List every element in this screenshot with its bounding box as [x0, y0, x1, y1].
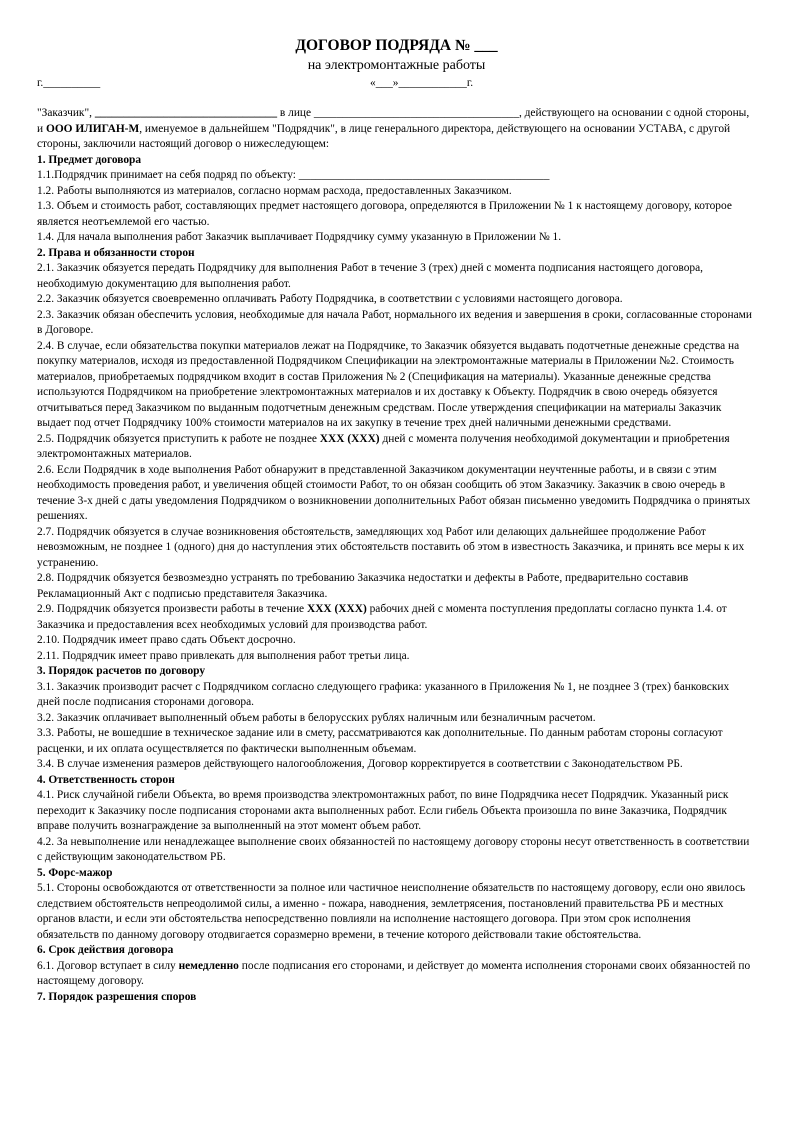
preamble	[37, 106, 753, 153]
clause-2-7: 2.7. Подрядчик обязуется в случае возникновения обстоятельств, замедляющих ход Работ или делающих дальнейшее продолжение Работ невозможным, не позднее 1 (одного) дня до наступления этих обстоятельств поставить об этом в известность Заказчика, и принять все меры к их устранению.	[37, 525, 745, 569]
section-heading-7: 7. Порядок разрешения споров	[37, 990, 197, 1003]
clause-2-5-days: XXX (XXX)	[319, 432, 380, 445]
section-heading-1: 1. Предмет договора	[37, 153, 142, 166]
clause-3-3: 3.3. Работы, не вошедшие в техническое задание или в смету, рассматриваются как дополнительные. По данным работам стороны согласуют расценки, и их оплата осуществляется по фактически выполненным объемам.	[37, 727, 723, 755]
clause-2-9-text-b: рабочих дней с момента поступления предоплаты согласно пункта 1.4. от Заказчика и предоставления всех необходимых условий для производства работ.	[37, 603, 727, 631]
date-field: «___»____________г.	[370, 77, 474, 89]
clause-2-5-text-b: дней с момента получения необходимой документации и приобретения электромонтажных материалов.	[37, 432, 730, 460]
clause-2-8: 2.8. Подрядчик обязуется безвозмездно устранять по требованию Заказчика недостатки и дефекты в Работе, предварительно составив Рекламационный Акт с подписью представителя Заказчика.	[37, 572, 689, 600]
clause-5-1: 5.1. Стороны освобождаются от ответственности за полное или частичное неисполнение обязательств по настоящему договору, если оно явилось следствием обстоятельств непреодолимой силы, а именно - пожара, наводнения, землетрясения, постановлений правительства РБ и местных органов власти, и если эти обстоятельства непосредственно повлияли на исполнение настоящего договора. При этом срок исполнения обязательств по данному договору отодвигается соразмерно времени, в течение которого действовали такие обстоятельства.	[37, 882, 746, 941]
clause-6-1-immediately: немедленно	[178, 959, 239, 972]
clause-6-1-text-a: 6.1. Договор вступает в силу	[37, 959, 179, 972]
clause-3-2: 3.2. Заказчик оплачивает выполненный объем работы в белорусских рублях наличным или безналичным расчетом.	[37, 711, 596, 724]
clause-2-3: 2.3. Заказчик обязан обеспечить условия, необходимые для начала Работ, нормального их ведения и завершения в сроки, согласованные сторонами в Договоре.	[37, 308, 752, 336]
clause-2-10: 2.10. Подрядчик имеет право сдать Объект досрочно.	[37, 634, 296, 646]
section-heading-4: 4. Ответственность сторон	[37, 773, 175, 786]
clause-3-1: 3.1. Заказчик производит расчет с Подрядчиком согласно следующего графика: указанного в Приложения № 1, не позднее 3 (трех) банковских дней после подписания сторонами договора.	[37, 680, 730, 708]
clause-2-9-days: XXX (XXX)	[306, 603, 367, 615]
preamble-part-3: , именуемое в дальнейшем "Подрядчик", в лице генерального директора, действующего на основании УСТАВА, с другой стороны, заключили настоящий договор о нижеследующем:	[37, 122, 731, 150]
clause-2-5-text-a: 2.5. Подрядчик обязуется приступить к работе не позднее	[37, 432, 320, 445]
city-field: г.__________	[37, 77, 101, 89]
document-subtitle: на электромонтажные работы	[307, 58, 486, 73]
clause-2-5	[37, 432, 753, 463]
clause-2-9	[37, 602, 753, 633]
clause-2-4: 2.4. В случае, если обязательства покупки материалов лежат на Подрядчике, то Заказчик обязуется выдавать подотчетные денежные средства на покупку материалов, исходя из предоставленной Подрядчиком Спецификации на электромонтажные материалы в Приложении №2. Стоимость материалов, приобретаемых подрядчиком входит в состав Приложения № 2 (Спецификация на материалы). Указанные денежные средства используются Подрядчиком на приобретение электромонтажных материалов и их доставку к Объекту. Подрядчик в свою очередь обязуется отчитываться перед Заказчиком по выданным подотчетным денежным средствам. После утверждения спецификации на материалы Заказчик выдает под отчет Подрядчику 100% стоимости материалов на их закупку в течение трех дней наличными денежными средствами.	[37, 339, 740, 429]
clause-2-11: 2.11. Подрядчик имеет право привлекать для выполнения работ третьи лица.	[37, 649, 410, 662]
customer-name-blank: ________________________________	[94, 107, 278, 119]
clause-1-1: 1.1.Подрядчик принимает на себя подряд по объекту: ____________________________________________	[37, 169, 550, 181]
clause-4-1: 4.1. Риск случайной гибели Объекта, во время производства электромонтажных работ, по вине Подрядчика несет Подрядчик. Указанный риск переходит к Заказчику после подписания сторонами акта выполненных работ. Если гибель Объекта произошла по вине Заказчика, Подрядчик вправе получить вознаграждение за выполненный на этот момент объем работ.	[37, 789, 729, 832]
clause-2-9-text-a: 2.9. Подрядчик обязуется произвести работы в течение	[37, 603, 307, 615]
clause-1-2: 1.2. Работы выполняются из материалов, согласно нормам расхода, предоставленных Заказчиком.	[37, 184, 512, 197]
clause-6-1-text-b: после подписания его сторонами, и действует до момента исполнения сторонами своих обязанностей по настоящему договору.	[37, 959, 751, 987]
document-title: ДОГОВОР ПОДРЯДА № ___	[295, 37, 498, 54]
preamble-part-1: "Заказчик",	[37, 107, 95, 119]
section-heading-2: 2. Права и обязанности сторон	[37, 246, 195, 259]
clause-1-3: 1.3. Объем и стоимость работ, составляющих предмет настоящего договора, определяются в Приложении № 1 к настоящему договору, которое является неотъемлемой его частью.	[37, 200, 732, 228]
clause-2-6: 2.6. Если Подрядчик в ходе выполнения Работ обнаружит в представленной Заказчиком документации неучтенные работы, и в связи с этим необходимость проведения работ, и увеличения общей стоимости Работ, то он обязан сообщить об этом Заказчику. Заказчик в свою очередь в течение 3-х дней с даты уведомления Подрядчиком о возникновении дополнительных Работ обязан письменно уведомить Подрядчика о принятых решениях.	[37, 463, 751, 522]
clause-1-4: 1.4. Для начала выполнения работ Заказчик выплачивает Подрядчику сумму указанную в Приложении № 1.	[37, 231, 562, 243]
section-heading-5: 5. Форс-мажор	[37, 866, 113, 879]
clause-6-1	[37, 959, 753, 990]
clause-3-4: 3.4. В случае изменения размеров действующего налогообложения, Договор корректируется в соответствии с Законодательством РБ.	[37, 758, 683, 770]
clause-2-2: 2.2. Заказчик обязуется своевременно оплачивать Работу Подрядчика, в соответствии с условиями настоящего договора.	[37, 293, 623, 305]
section-heading-6: 6. Срок действия договора	[37, 944, 174, 956]
contract-body	[37, 106, 753, 1005]
clause-4-2: 4.2. За невыполнение или ненадлежащее выполнение своих обязанностей по настоящему договору стороны несут ответственность в соответствии с действующим законодательством РБ.	[37, 835, 750, 863]
contractor-name: ООО ИЛИГАН-М	[45, 122, 140, 135]
section-heading-3: 3. Порядок расчетов по договору	[37, 665, 206, 677]
clause-2-1: 2.1. Заказчик обязуется передать Подрядчику для выполнения Работ в течение 3 (трех) дней с момента подписания настоящего договора, необходимую документацию для выполнения работ.	[37, 262, 704, 290]
preamble-part-2: в лице ____________________________________, действующего на основании с одной стороны, и	[37, 107, 750, 135]
